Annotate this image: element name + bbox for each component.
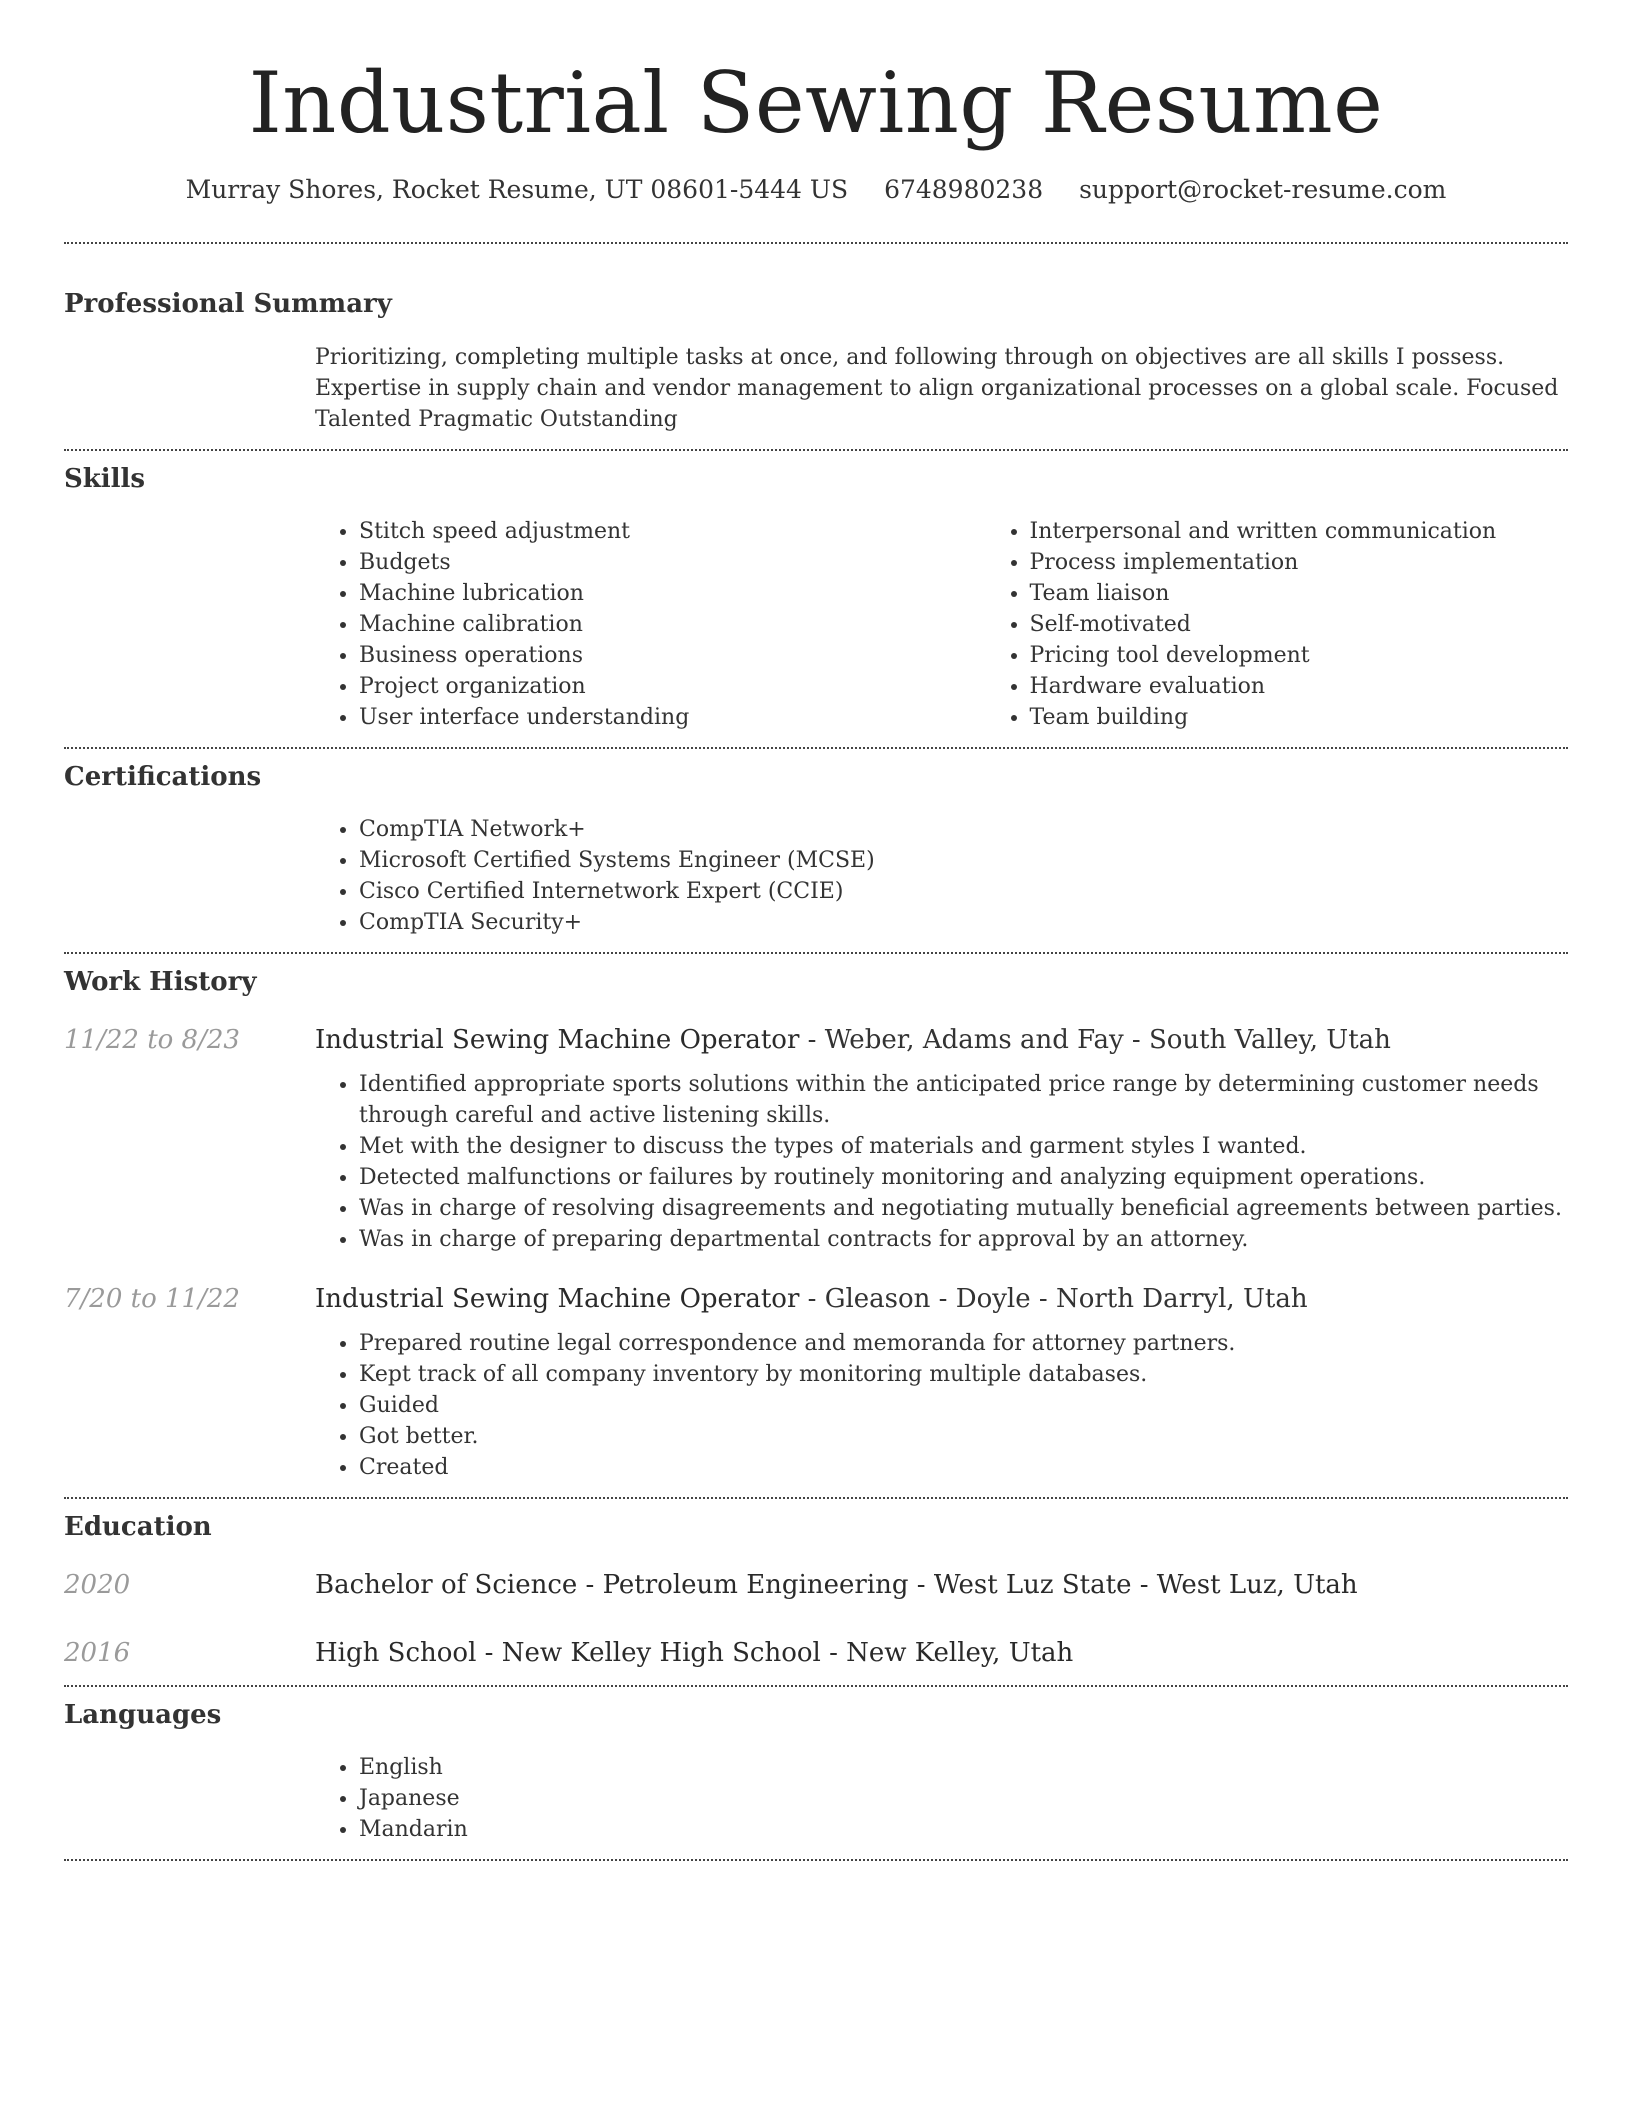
contact-line [64,172,1568,208]
skill-item: • Self-motivated [1030,609,1632,640]
job-duty: • Met with the designer to discuss the types of materials and garment styles I wanted. [359,1131,1568,1162]
job-duty: • Was in charge of resolving disagreements and negotiating mutually beneficial agreements between parties. [359,1193,1568,1224]
summary-text: Prioritizing, completing multiple tasks at once, and following through on objectives are all skills I possess. Expertise in supply chain and vendor management to align organizational processes on a global scale. Focused Talented Pragmatic Outstanding [315,345,1559,432]
job-employer: - Weber, Adams and Fay - South Valley, Utah [799,1025,1391,1055]
contact-email: support@rocket-resume.com [1079,175,1447,204]
skill-item: • Project organization [359,671,986,702]
job-duty: • Guided [359,1390,1568,1421]
job-entry [64,1022,1568,1255]
summary-heading: Professional Summary [64,289,392,319]
languages-list [315,1752,1568,1845]
job-duty: • Detected malfunctions or failures by routinely monitoring and analyzing equipment operations. [359,1162,1568,1193]
education-details: - New Kelley High School - New Kelley, Utah [476,1638,1074,1668]
job-duty: • Got better. [359,1421,1568,1452]
summary-section [64,286,1568,435]
section-divider [64,747,1568,749]
skill-item: • Team liaison [1030,578,1632,609]
certification-item: • CompTIA Network+ [359,814,1568,845]
skill-item: • Pricing tool development [1030,640,1632,671]
education-heading: Education [64,1512,212,1542]
languages-heading: Languages [64,1700,222,1730]
job-duties [315,1069,1568,1255]
education-section [64,1509,1568,1671]
certifications-heading: Certifications [64,762,262,792]
skills-section [64,461,1568,733]
contact-phone: 6748980238 [884,175,1044,204]
job-duties [315,1328,1568,1483]
education-details: - Petroleum Engineering - West Luz State - West Luz, Utah [577,1570,1358,1600]
job-duty: • Created [359,1452,1568,1483]
work-history-heading: Work History [64,967,257,997]
skill-item: • Machine calibration [359,609,986,640]
education-year: 2020 [64,1570,131,1600]
skill-item: • User interface understanding [359,702,986,733]
job-dates: 11/22 to 8/23 [64,1025,240,1055]
skills-heading: Skills [64,464,146,494]
resume-title: Industrial Sewing Resume [248,54,1384,152]
skills-list-right [986,516,1632,733]
job-title: Industrial Sewing Machine Operator [315,1284,800,1314]
job-duty: • Prepared routine legal correspondence and memoranda for attorney partners. [359,1328,1568,1359]
language-item: • Japanese [359,1783,1568,1814]
work-history-section [64,964,1568,1483]
skill-item: • Interpersonal and written communication [1030,516,1632,547]
contact-address: Murray Shores, Rocket Resume, UT 08601-5444 US [185,175,849,204]
certification-item: • CompTIA Security+ [359,907,1568,938]
languages-section [64,1697,1568,1845]
job-title: Industrial Sewing Machine Operator [315,1025,800,1055]
language-item: • Mandarin [359,1814,1568,1845]
education-degree: Bachelor of Science [315,1570,578,1600]
section-divider [64,1497,1568,1499]
skill-item: • Stitch speed adjustment [359,516,986,547]
section-divider [64,1685,1568,1687]
certifications-list [315,814,1568,938]
job-duty: • Identified appropriate sports solutions within the anticipated price range by determining customer needs through careful and active listening skills. [359,1069,1568,1131]
certifications-section [64,759,1568,938]
skill-item: • Process implementation [1030,547,1632,578]
section-divider [64,242,1568,244]
job-entry [64,1281,1568,1483]
skill-item: • Team building [1030,702,1632,733]
education-degree: High School [315,1638,477,1668]
skill-item: • Budgets [359,547,986,578]
job-duty: • Kept track of all company inventory by monitoring multiple databases. [359,1359,1568,1390]
education-entry [64,1567,1568,1603]
certification-item: • Microsoft Certified Systems Engineer (MCSE) [359,845,1568,876]
skill-item: • Machine lubrication [359,578,986,609]
education-entry [64,1635,1568,1671]
skills-list-left [315,516,986,733]
education-year: 2016 [64,1638,131,1668]
section-divider [64,952,1568,954]
section-divider [64,1859,1568,1861]
skill-item: • Hardware evaluation [1030,671,1632,702]
job-duty: • Was in charge of preparing departmental contracts for approval by an attorney. [359,1224,1568,1255]
language-item: • English [359,1752,1568,1783]
section-divider [64,449,1568,451]
job-dates: 7/20 to 11/22 [64,1284,240,1314]
job-employer: - Gleason - Doyle - North Darryl, Utah [799,1284,1308,1314]
certification-item: • Cisco Certified Internetwork Expert (CCIE) [359,876,1568,907]
skill-item: • Business operations [359,640,986,671]
